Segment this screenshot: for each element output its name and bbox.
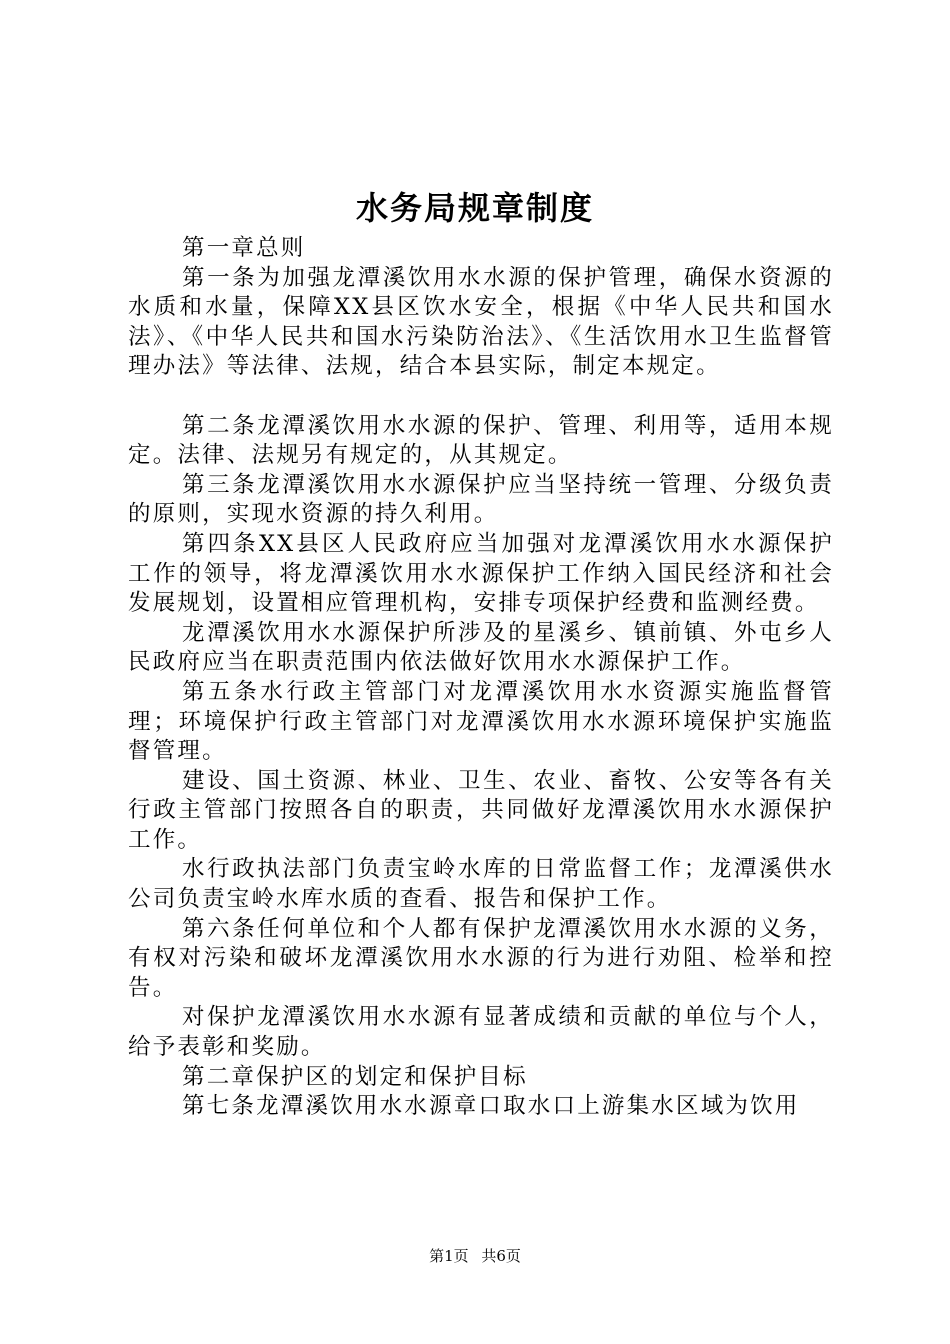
article-5-continuation-paragraph: 建设、国土资源、林业、卫生、农业、畜牧、公安等各有关行政主管部门按照各自的职责，共同做好龙潭溪饮用水水源保护工作。 [128, 767, 834, 853]
article-5-paragraph: 第五条水行政主管部门对龙潭溪饮用水水资源实施监督管理；环境保护行政主管部门对龙潭溪饮用水水源环境保护实施监督管理。 [128, 678, 834, 765]
article-2-paragraph: 第二条龙潭溪饮用水水源的保护、管理、利用等，适用本规定。法律、法规另有规定的，从其规定。 [128, 412, 834, 469]
article-1-paragraph: 第一条为加强龙潭溪饮用水水源的保护管理，确保水资源的水质和水量，保障XX县区饮水安全，根据《中华人民共和国水法》、《中华人民共和国水污染防治法》、《生活饮用水卫生监督管理办法》等法律、法规，结合本县实际，制定本规定。 [128, 264, 834, 380]
article-4-continuation-paragraph: 龙潭溪饮用水水源保护所涉及的星溪乡、镇前镇、外屯乡人民政府应当在职责范围内依法做好饮用水水源保护工作。 [128, 619, 834, 676]
page-footer [0, 1246, 950, 1266]
chapter-heading-protection-zone: 第二章保护区的划定和保护目标 [182, 1063, 528, 1090]
page-total: 共6页 [481, 1247, 521, 1265]
article-3-paragraph: 第三条龙潭溪饮用水水源保护应当坚持统一管理、分级负责的原则，实现水资源的持久利用。 [128, 471, 834, 528]
article-6-continuation-paragraph: 对保护龙潭溪饮用水水源有显著成绩和贡献的单位与个人，给予表彰和奖励。 [128, 1004, 834, 1061]
article-7-paragraph: 第七条龙潭溪饮用水水源章口取水口上游集水区域为饮用 [182, 1093, 800, 1120]
page-number: 第1页 [429, 1247, 469, 1265]
article-4-paragraph: 第四条XX县区人民政府应当加强对龙潭溪饮用水水源保护工作的领导，将龙潭溪饮用水水源保护工作纳入国民经济和社会发展规划，设置相应管理机构，安排专项保护经费和监测经费。 [128, 530, 834, 617]
chapter-heading-general: 第一章总则 [182, 235, 306, 261]
document-title: 水务局规章制度 [355, 189, 594, 227]
article-6-paragraph: 第六条任何单位和个人都有保护龙潭溪饮用水水源的义务，有权对污染和破坏龙潭溪饮用水水源的行为进行劝阻、检举和控告。 [128, 915, 834, 1001]
document-body [128, 234, 834, 1122]
article-5-reservoir-paragraph: 水行政执法部门负责宝岭水库的日常监督工作；龙潭溪供水公司负责宝岭水库水质的查看、报告和保护工作。 [128, 856, 834, 913]
